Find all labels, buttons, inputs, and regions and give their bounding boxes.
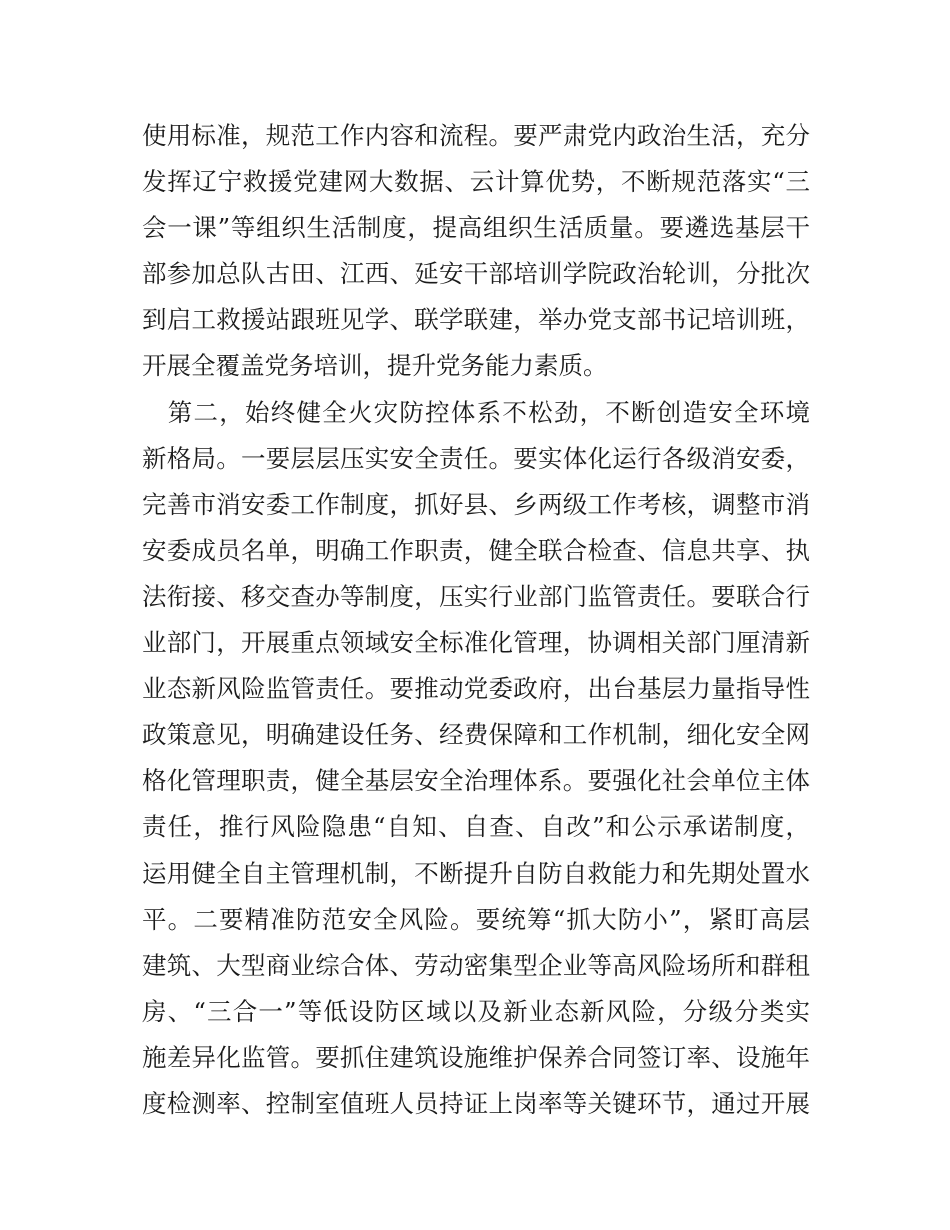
text-line: 度检测率、控制室值班人员持证上岗率等关键环节，通过开展 — [142, 1088, 810, 1118]
text-line: 新格局。一要层层压实安全责任。要实体化运行各级消安委， — [142, 443, 810, 473]
text-line: 平。二要精准防范安全风险。要统筹“抓大防小”，紧盯高层 — [142, 904, 810, 934]
text-line: 发挥辽宁救援党建网大数据、云计算优势，不断规范落实“三 — [142, 167, 810, 197]
text-line: 建筑、大型商业综合体、劳动密集型企业等高风险场所和群租 — [142, 950, 810, 980]
document-body — [142, 113, 810, 1127]
text-line: 安委成员名单，明确工作职责，健全联合检查、信息共享、执 — [142, 535, 810, 565]
text-line: 房、“三合一”等低设防区域以及新业态新风险，分级分类实 — [142, 996, 810, 1026]
text-line: 部参加总队古田、江西、延安干部培训学院政治轮训，分批次 — [142, 259, 810, 289]
text-line: 使用标准，规范工作内容和流程。要严肃党内政治生活，充分 — [142, 121, 810, 150]
text-line: 业部门，开展重点领域安全标准化管理，协调相关部门厘清新 — [142, 628, 810, 658]
text-line: 开展全覆盖党务培训，提升党务能力素质。 — [142, 351, 608, 381]
text-line: 格化管理职责，健全基层安全治理体系。要强化社会单位主体 — [142, 766, 810, 796]
text-line: 业态新风险监管责任。要推动党委政府，出台基层力量指导性 — [142, 674, 810, 704]
text-line: 责任，推行风险隐患“自知、自查、自改”和公示承诺制度， — [142, 812, 810, 842]
text-line: 政策意见，明确建设任务、经费保障和工作机制，细化安全网 — [142, 720, 810, 750]
text-line: 施差异化监管。要抓住建筑设施维护保养合同签订率、设施年 — [142, 1042, 810, 1072]
text-line: 运用健全自主管理机制，不断提升自防自救能力和先期处置水 — [142, 858, 810, 888]
text-line: 第二，始终健全火灾防控体系不松劲，不断创造安全环境 — [142, 397, 810, 427]
text-line: 法衔接、移交查办等制度，压实行业部门监管责任。要联合行 — [142, 581, 810, 611]
text-line: 完善市消安委工作制度，抓好县、乡两级工作考核，调整市消 — [142, 489, 810, 519]
text-line: 到启工救援站跟班见学、联学联建，举办党支部书记培训班， — [142, 305, 810, 335]
text-line: 会一课”等组织生活制度，提高组织生活质量。要遴选基层干 — [142, 213, 810, 243]
